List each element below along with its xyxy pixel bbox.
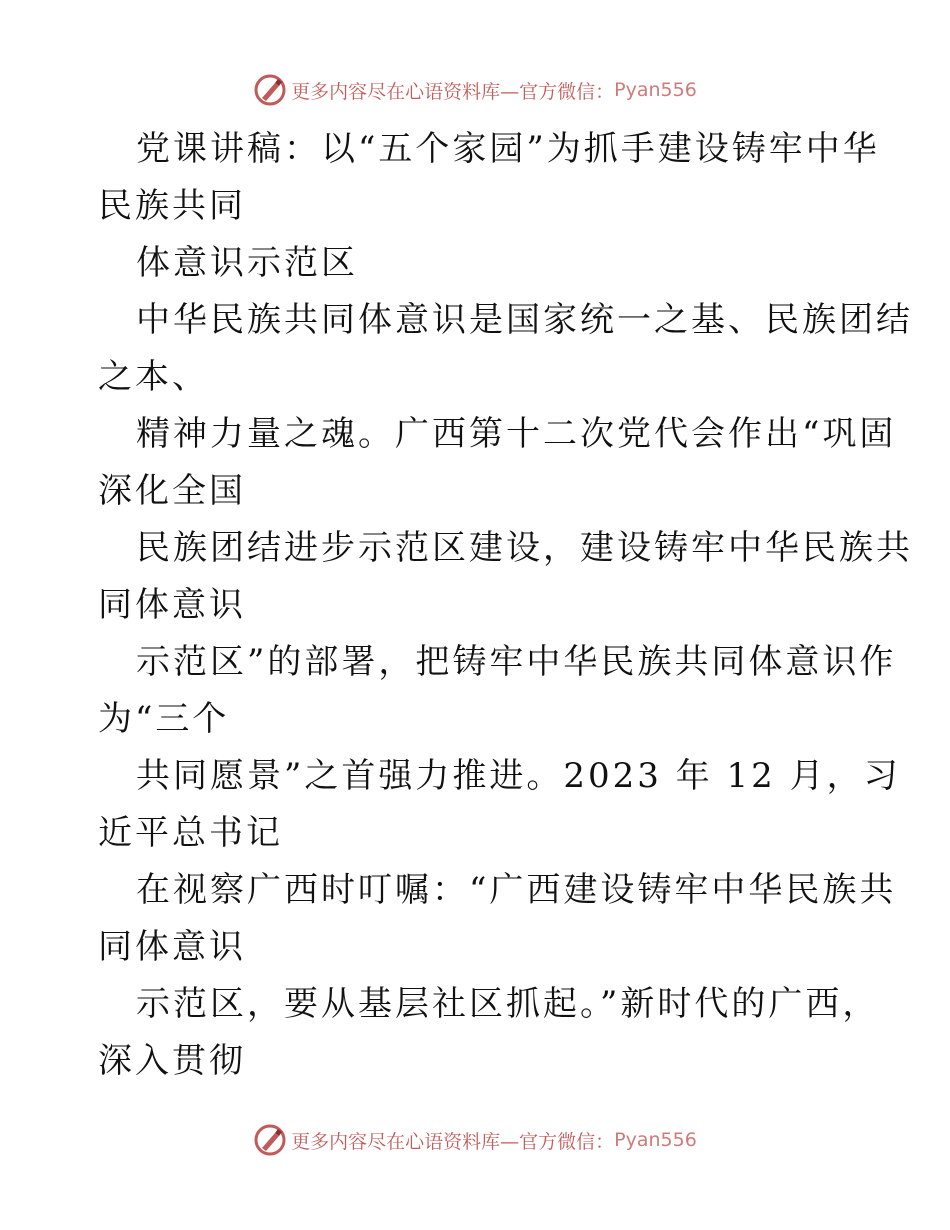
watermark-wechat-id: Pyan556 bbox=[614, 79, 697, 101]
text-line: 民族共同 bbox=[98, 186, 246, 226]
text-line: 共同愿景”之首强力推进。2023 年 12 月，习 bbox=[136, 756, 901, 796]
watermark-text: 更多内容尽在心语资料库—官方微信： bbox=[291, 80, 615, 103]
text-line: 深入贯彻 bbox=[98, 1041, 246, 1081]
text-line: 同体意识 bbox=[98, 585, 246, 625]
text-line: 民族团结进步示范区建设，建设铸牢中华民族共 bbox=[136, 528, 913, 568]
text-line: 近平总书记 bbox=[98, 813, 283, 853]
text-line: 示范区”的部署，把铸牢中华民族共同体意识作 bbox=[136, 642, 897, 682]
pen-logo-icon bbox=[253, 1123, 287, 1157]
pen-logo-icon bbox=[253, 73, 287, 107]
text-line: 在视察广西时叮嘱：“广西建设铸牢中华民族共 bbox=[136, 870, 897, 910]
text-line: 体意识示范区 bbox=[136, 243, 358, 283]
text-line: 中华民族共同体意识是国家统一之基、民族团结 bbox=[136, 300, 913, 340]
watermark-wechat-id: Pyan556 bbox=[614, 1129, 697, 1151]
text-line: 党课讲稿：以“五个家园”为抓手建设铸牢中华 bbox=[136, 129, 880, 169]
text-line: 为“三个 bbox=[98, 699, 230, 739]
header-watermark bbox=[0, 73, 950, 107]
text-line: 之本、 bbox=[98, 357, 209, 397]
watermark-text: 更多内容尽在心语资料库—官方微信： bbox=[291, 1130, 615, 1153]
text-line: 精神力量之魂。广西第十二次党代会作出“巩固 bbox=[136, 414, 897, 454]
text-line: 深化全国 bbox=[98, 471, 246, 511]
document-body bbox=[98, 121, 913, 1090]
text-line: 同体意识 bbox=[98, 927, 246, 967]
text-line: 示范区，要从基层社区抓起。”新时代的广西， bbox=[136, 984, 880, 1024]
footer-watermark bbox=[0, 1123, 950, 1157]
